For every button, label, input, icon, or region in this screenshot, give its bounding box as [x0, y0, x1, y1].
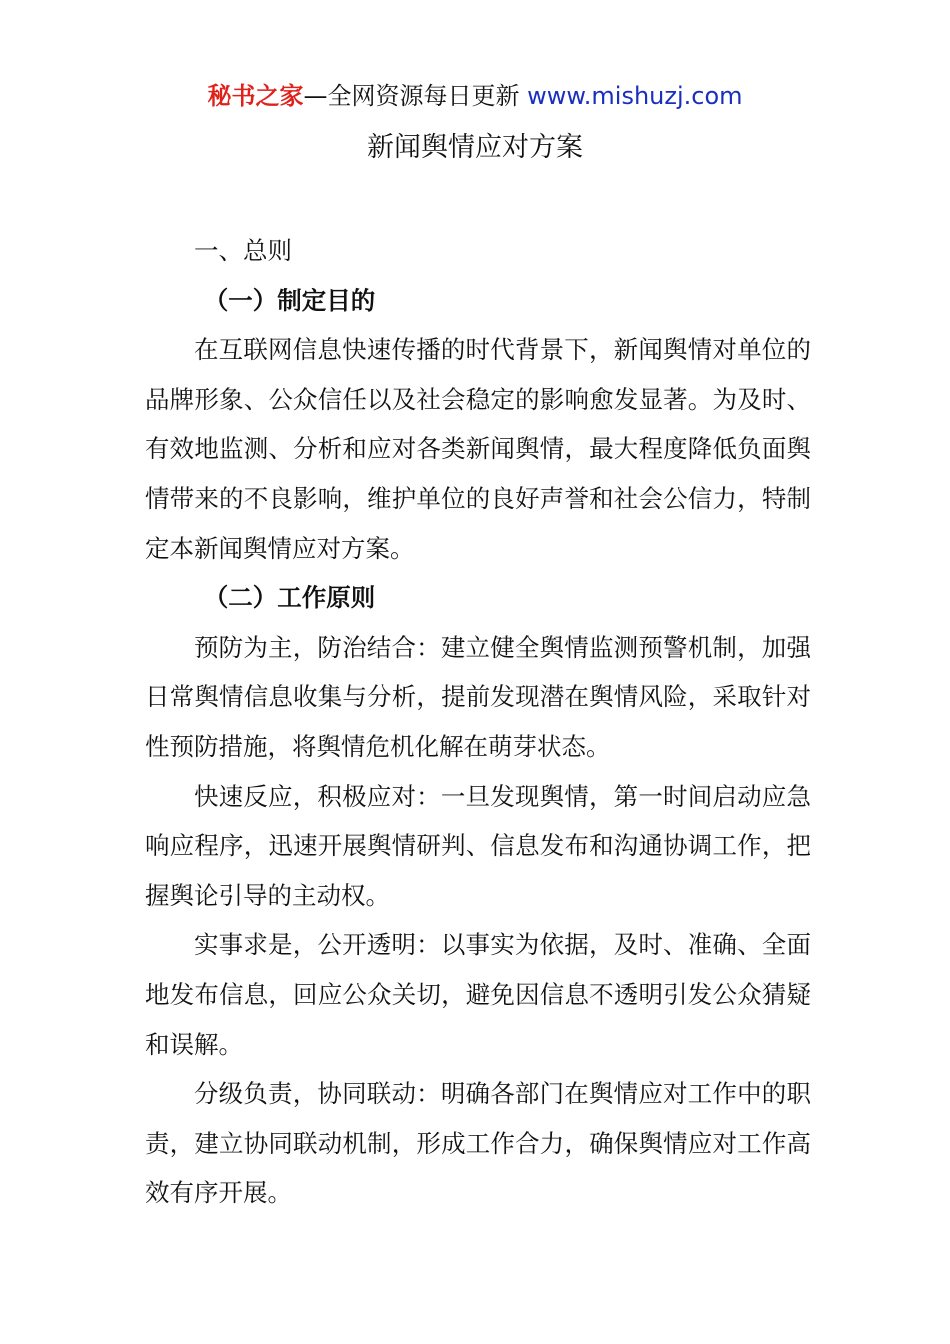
subsection-heading-purpose: （一）制定目的	[203, 285, 376, 315]
section-heading-general: 一、总则	[194, 236, 292, 265]
site-url-link[interactable]: www.mishuzj.com	[527, 82, 743, 110]
paragraph-principle-response: 快速反应，积极应对：一旦发现舆情，第一时间启动应急响应程序，迅速开展舆情研判、信息发布和沟通协调工作，把握舆论引导的主动权。	[145, 781, 811, 910]
document-title: 新闻舆情应对方案	[367, 132, 583, 163]
paragraph-purpose: 在互联网信息快速传播的时代背景下，新闻舆情对单位的品牌形象、公众信任以及社会稳定的影响愈发显著。为及时、有效地监测、分析和应对各类新闻舆情，最大程度降低负面舆情带来的不良影响，维护单位的良好声誉和社会公信力，特制定本新闻舆情应对方案。	[145, 335, 811, 563]
paragraph-principle-prevention: 预防为主，防治结合：建立健全舆情监测预警机制，加强日常舆情信息收集与分析，提前发现潜在舆情风险，采取针对性预防措施，将舆情危机化解在萌芽状态。	[145, 632, 811, 761]
subsection-heading-principles: （二）工作原则	[203, 583, 376, 613]
brand-name: 秘书之家	[207, 82, 304, 110]
paragraph-principle-coordination: 分级负责，协同联动：明确各部门在舆情应对工作中的职责，建立协同联动机制，形成工作合力，确保舆情应对工作高效有序开展。	[145, 1079, 811, 1208]
paragraph-principle-transparency: 实事求是，公开透明：以事实为依据，及时、准确、全面地发布信息，回应公众关切，避免因信息不透明引发公众猜疑和误解。	[145, 930, 811, 1059]
document-body	[145, 226, 811, 1218]
header-tagline: —全网资源每日更新	[303, 82, 528, 110]
site-header	[0, 80, 950, 112]
